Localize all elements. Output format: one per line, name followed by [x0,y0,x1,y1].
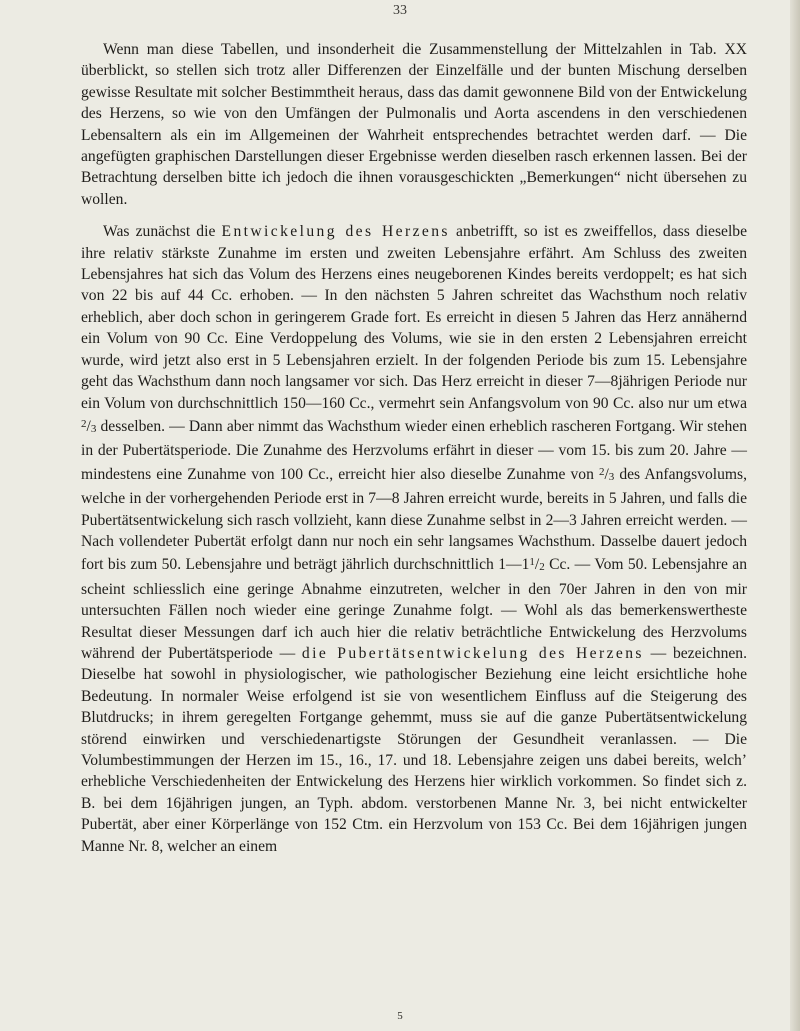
signature-mark: 5 [397,1010,403,1022]
body-text [81,39,747,857]
paragraph-intro: Wenn man diese Tabellen, und insonderheit die Zusammenstellung der Mittelzahlen in Tab. XX überblickt, so stellen sich trotz aller Differenzen der Einzelfälle und der bunten Mischung derselben gewisse Resultate mit solcher Bestimmtheit heraus, dass das damit gewonnene Bild von der Entwickelung des Herzens, so wie von den Umfängen der Pulmonalis und Aorta ascendens in den verschiedenen Lebensaltern als ein im Allgemeinen der Wahrheit entsprechendes betrachtet werden darf. — Die angefügten graphischen Darstellungen dieser Ergebnisse werden dieselben rasch erkennen lassen. Bei der Betrachtung derselben bitte ich jedoch die ihnen vorausgeschickten „Bemerkungen“ nicht übersehen zu wollen. [81,41,747,208]
fraction-numerator: 2 [81,417,87,430]
p2-part5: — bezeichnen. Dieselbe hat sowohl in physiologischer, wie pathologischer Beziehung eine leicht ersichtliche hohe Bedeutung. In normaler Weise erfolgend ist sie von wesentlichem Einfluss auf die Steigerung des Blutdrucks; in ihrem geregelten Fortgange gehemmt, muss sie auf die ganze Pubertätsentwickelung störend einwirken und verschiedenartigste Störungen der Gesundheit veranlassen. — Die Volumbestimmungen der Herzen im 15., 16., 17. und 18. Lebensjahre zeigen uns dabei bereits, welch’ erhebliche Verschiedenheiten der Entwickelung des Herzens hier wirklich vorkommen. So findet sich z. B. bei dem 16jährigen jungen, an Typh. abdom. verstorbenen Manne Nr. 3, bei nicht entwickelter Pubertät, aber einer Körperlänge von 152 Ctm. ein Herzvolum von 153 Cc. Bei dem 16jährigen jungen Manne Nr. 8, welcher an einem [81,644,747,855]
fraction-denominator: 2 [539,561,545,574]
fraction-numerator: 2 [598,465,605,478]
emphasis-entwickelung: Entwickelung des Herzens [221,223,450,241]
p2-part3: des Anfangsvolums, welche in der vorhergehenden Periode erst in 7—8 Jahren erreicht wurde, bereits in 5 Jahren, und falls die Pubertätsentwickelung sich rasch vollzieht, kann diese Zunahme selbst in 2—3 Jahren erreicht werden. — Nach vollendeter Pubertät erfolgt dann nur noch ein sehr langsames Wachsthum. Dasselbe dauert jedoch fort bis zum 50. Lebensjahre und beträgt jährlich durchschnittlich 1—1 [81,465,747,574]
p2-part1: anbetrifft, so ist es zweiffellos, dass dieselbe ihre relativ stärkste Zunahme im ersten und zweiten Lebensjahre erfährt. Am Schluss des zweiten Lebensjahres hat sich das Volum des Herzens eines neugeborenen Kindes bereits verdoppelt; es hat sich von 22 bis auf 44 Cc. erhoben. — In den nächsten 5 Jahren schreitet das Wachsthum noch relativ erheblich, aber doch schon in geringerem Grade fort. Es erreicht in diesen 5 Jahren das Herz annähernd ein Volum von 90 Cc. Eine Verdoppelung des Volums, wie sie in den ersten 2 Lebensjahren erreicht wurde, wird jetzt also erst in 5 Lebensjahren erzielt. In der folgenden Periode bis zum 15. Lebensjahre geht das Wachsthum dann noch langsamer vor sich. Das Herz erreicht in dieser 7—8jährigen Periode nur ein Volum von durchschnittlich 150—160 Cc., vermehrt sein Anfangsvolum von 90 Cc. also nur um etwa [81,223,747,412]
page-number: 33 [393,3,407,18]
fraction-numerator: 1 [529,556,535,569]
emphasis-pubertaetsentwickelung: die Pubertätsentwickelung des Herzens [301,644,644,662]
fraction-denominator: 3 [608,470,615,483]
p2-lead: Was zunächst die [103,223,222,241]
fraction-denominator: 3 [90,422,97,435]
paragraph-heart-development: Was zunächst die Entwickelung des Herzens anbetrifft, so ist es zweiffellos, dass dieselbe ihre relativ stärkste Zunahme im ersten und zweiten Lebensjahre erfährt. Am Schluss des zweiten Lebensjahres hat sich das Volum des Herzens eines neugeborenen Kindes bereits verdoppelt; es hat sich von 22 bis auf 44 Cc. erhoben. — In den nächsten 5 Jahren schreitet das Wachsthum noch relativ erheblich, aber doch schon in geringerem Grade fort. Es erreicht in diesen 5 Jahren das Herz annähernd ein Volum von 90 Cc. Eine Verdoppelung des Volums, wie sie in den ersten 2 Lebensjahren erreicht wurde, wird jetzt also erst in 5 Lebensjahren erzielt. In der folgenden Periode bis zum 15. Lebensjahre geht das Wachsthum dann noch langsamer vor sich. Das Herz erreicht in dieser 7—8jährigen Periode nur ein Volum von durchschnittlich 150—160 Cc., vermehrt sein Anfangsvolum von 90 Cc. also nur um etwa $^2/_3$ desselben. — Dann aber nimmt das Wachsthum wieder einen erheblich rascheren Fortgang. Wir stehen in der Pubertätsperiode. Die Zunahme des Herzvolums erfährt in dieser — vom 15. bis zum 20. Jahre — mindestens eine Zunahme von 100 Cc., erreicht hier also dieselbe Zunahme von $^2/_3$ des Anfangsvolums, welche in der vorhergehenden Periode erst in 7—8 Jahren erreicht wurde, bereits in 5 Jahren, und falls die Pubertätsentwickelung sich rasch vollzieht, kann diese Zunahme selbst in 2—3 Jahren erreicht werden. — Nach vollendeter Pubertät erfolgt dann nur noch ein sehr langsames Wachsthum. Dasselbe dauert jedoch fort bis zum 50. Lebensjahre und beträgt jährlich durchschnittlich $1—1^1/_2$ Cc. — Vom 50. Lebensjahre an scheint schliesslich eine geringe Abnahme einzutreten, welcher in den 70er Jahren in den von mir untersuchten Fällen noch wieder eine geringe Zunahme folgt. — Wohl als das bemerkenswertheste Resultat dieser Messungen darf ich auch hier die relativ beträchtliche Entwickelung des Herzvolums während der Pubertätsperiode — die Pubertätsentwickelung des Herzens — bezeichnen. Dieselbe hat sowohl in physiologischer, wie pathologischer Beziehung eine leicht ersichtliche hohe Bedeutung. In normaler Weise erfolgend ist sie von wesentlichem Einfluss auf die Steigerung des Blutdrucks; in ihrem geregelten Fortgange gehemmt, muss sie auf die ganze Pubertätsentwickelung störend einwirken und verschiedenartigste Störungen der Gesundheit veranlassen. — Die Volumbestimmungen der Herzen im 15., 16., 17. und 18. Lebensjahre zeigen uns dabei bereits, welch’ erhebliche Verschiedenheiten der Entwickelung des Herzens hier wirklich vorkommen. So findet sich z. B. bei dem 16jährigen jungen, an Typh. abdom. verstorbenen Manne Nr. 3, bei nicht entwickelter Pubertät, aber einer Körperlänge von 152 Ctm. ein Herzvolum von 153 Cc. Bei dem 16jährigen jungen Manne Nr. 8, welcher an einem [81,223,747,855]
p2-part2: desselben. — Dann aber nimmt das Wachsthum wieder einen erheblich rascheren Fortgang. Wir stehen in der Pubertätsperiode. Die Zunahme des Herzvolums erfährt in dieser — vom 15. bis zum 20. Jahre — mindestens eine Zunahme von 100 Cc., erreicht hier also dieselbe Zunahme von [81,417,747,483]
page-edge-shadow [790,0,800,1031]
p2-part4: Cc. — Vom 50. Lebensjahre an scheint schliesslich eine geringe Abnahme einzutreten, welcher in den 70er Jahren in den von mir untersuchten Fällen noch wieder eine geringe Zunahme folgt. — Wohl als das bemerkenswertheste Resultat dieser Messungen darf ich auch hier die relativ beträchtliche Entwickelung des Herzvolums während der Pubertätsperiode — [81,556,747,662]
